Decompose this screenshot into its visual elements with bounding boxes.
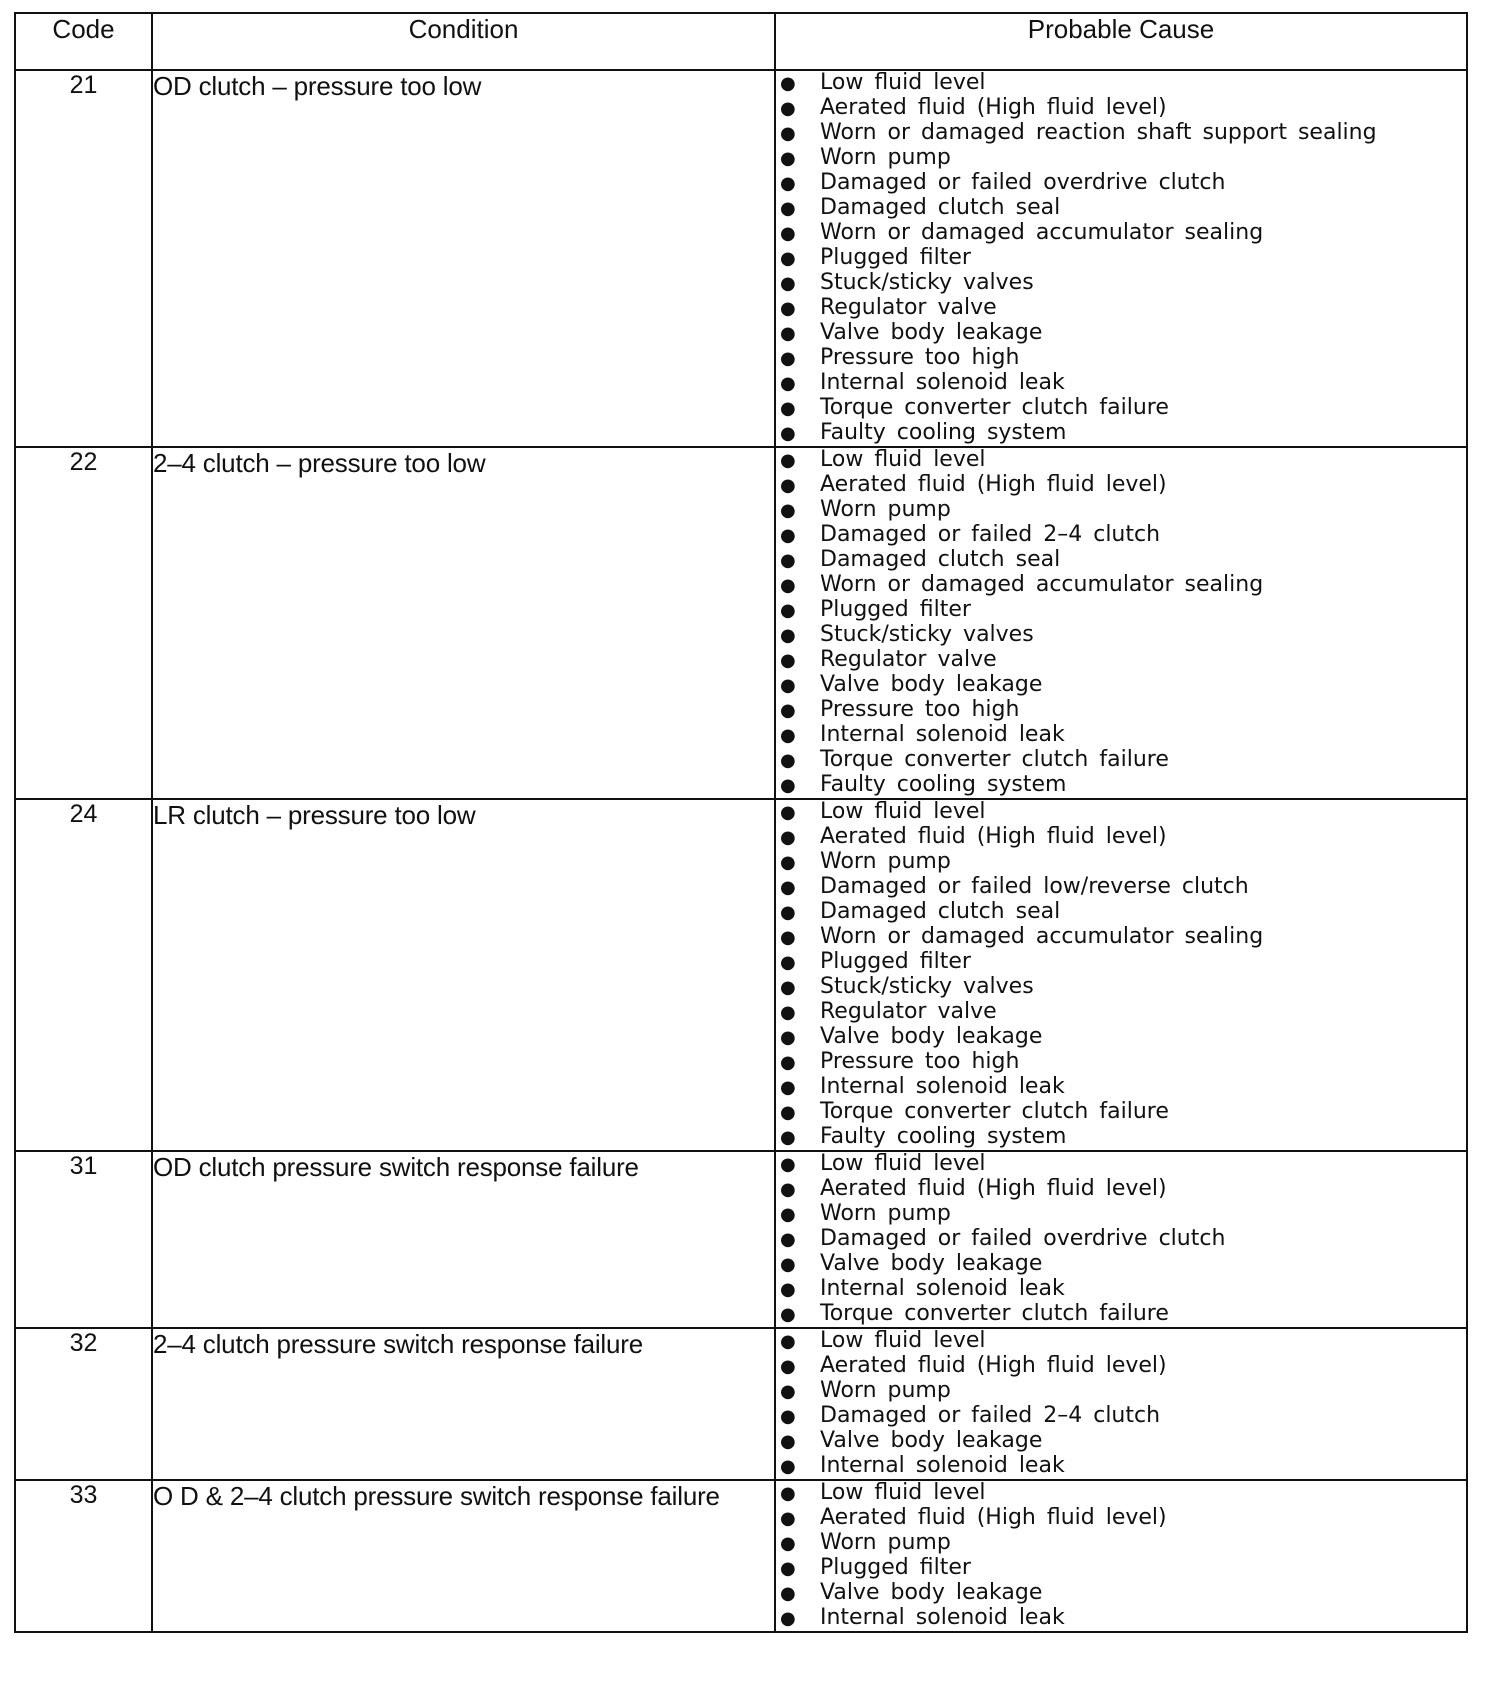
cause-item bbox=[776, 371, 1466, 396]
bullet-icon: ● bbox=[780, 675, 796, 696]
cause-item bbox=[776, 296, 1466, 321]
bullet-icon: ● bbox=[780, 525, 796, 546]
bullet-icon: ● bbox=[780, 1204, 796, 1225]
cause-item bbox=[776, 800, 1466, 825]
cause-item bbox=[776, 648, 1466, 673]
cause-item bbox=[776, 748, 1466, 773]
cause-text: Plugged filter bbox=[820, 1555, 971, 1580]
cause-text: Valve body leakage bbox=[820, 1428, 1043, 1453]
cause-item bbox=[776, 473, 1466, 498]
bullet-icon: ● bbox=[780, 1483, 796, 1504]
code-cell: 21 bbox=[15, 70, 152, 447]
bullet-icon: ● bbox=[780, 1431, 796, 1452]
cause-item bbox=[776, 421, 1466, 446]
cause-item bbox=[776, 698, 1466, 723]
cause-text: Plugged filter bbox=[820, 597, 971, 622]
cause-item bbox=[776, 1379, 1466, 1404]
cause-text: Aerated fluid (High fluid level) bbox=[820, 824, 1167, 849]
condition-cell: O D & 2–4 clutch pressure switch response failure bbox=[152, 1480, 775, 1632]
bullet-icon: ● bbox=[780, 977, 796, 998]
probable-cause-cell bbox=[775, 70, 1467, 447]
bullet-icon: ● bbox=[780, 423, 796, 444]
cause-text: Torque converter clutch failure bbox=[820, 1099, 1169, 1124]
cause-text: Torque converter clutch failure bbox=[820, 747, 1169, 772]
cause-text: Worn pump bbox=[820, 849, 951, 874]
cause-text: Damaged or failed overdrive clutch bbox=[820, 170, 1226, 195]
bullet-icon: ● bbox=[780, 1154, 796, 1175]
bullet-icon: ● bbox=[780, 198, 796, 219]
cause-text: Aerated fluid (High fluid level) bbox=[820, 472, 1167, 497]
cause-text: Worn pump bbox=[820, 1530, 951, 1555]
bullet-icon: ● bbox=[780, 550, 796, 571]
cause-text: Internal solenoid leak bbox=[820, 1453, 1065, 1478]
condition-cell: OD clutch – pressure too low bbox=[152, 70, 775, 447]
table-row bbox=[15, 70, 1467, 447]
diagnostic-code-table bbox=[14, 12, 1468, 1633]
cause-text: Pressure too high bbox=[820, 697, 1020, 722]
condition-cell: OD clutch pressure switch response failure bbox=[152, 1151, 775, 1328]
table-row bbox=[15, 1328, 1467, 1480]
bullet-icon: ● bbox=[780, 1077, 796, 1098]
cause-item bbox=[776, 1506, 1466, 1531]
bullet-icon: ● bbox=[780, 877, 796, 898]
bullet-icon: ● bbox=[780, 1356, 796, 1377]
table-header bbox=[15, 13, 1467, 70]
bullet-icon: ● bbox=[780, 952, 796, 973]
bullet-icon: ● bbox=[780, 802, 796, 823]
bullet-icon: ● bbox=[780, 1027, 796, 1048]
bullet-icon: ● bbox=[780, 398, 796, 419]
cause-item bbox=[776, 1202, 1466, 1227]
bullet-icon: ● bbox=[780, 1229, 796, 1250]
cause-text: Valve body leakage bbox=[820, 672, 1043, 697]
cause-list bbox=[776, 448, 1466, 798]
bullet-icon: ● bbox=[780, 1179, 796, 1200]
cause-item bbox=[776, 1000, 1466, 1025]
column-header-condition: Condition bbox=[152, 13, 775, 70]
cause-text: Worn or damaged accumulator sealing bbox=[820, 220, 1264, 245]
cause-text: Damaged clutch seal bbox=[820, 899, 1061, 924]
bullet-icon: ● bbox=[780, 298, 796, 319]
condition-cell: 2–4 clutch – pressure too low bbox=[152, 447, 775, 799]
cause-text: Faulty cooling system bbox=[820, 772, 1067, 797]
table-row bbox=[15, 1151, 1467, 1328]
cause-item bbox=[776, 523, 1466, 548]
cause-text: Faulty cooling system bbox=[820, 1124, 1067, 1149]
cause-item bbox=[776, 1025, 1466, 1050]
cause-text: Pressure too high bbox=[820, 1049, 1020, 1074]
cause-item bbox=[776, 396, 1466, 421]
cause-item bbox=[776, 623, 1466, 648]
table-row bbox=[15, 447, 1467, 799]
bullet-icon: ● bbox=[780, 173, 796, 194]
cause-text: Pressure too high bbox=[820, 345, 1020, 370]
cause-item bbox=[776, 1581, 1466, 1606]
bullet-icon: ● bbox=[780, 1331, 796, 1352]
cause-item bbox=[776, 1354, 1466, 1379]
cause-item bbox=[776, 573, 1466, 598]
cause-item bbox=[776, 875, 1466, 900]
bullet-icon: ● bbox=[780, 98, 796, 119]
bullet-icon: ● bbox=[780, 927, 796, 948]
cause-text: Low fluid level bbox=[820, 70, 986, 95]
probable-cause-cell bbox=[775, 447, 1467, 799]
bullet-icon: ● bbox=[780, 1583, 796, 1604]
bullet-icon: ● bbox=[780, 700, 796, 721]
cause-list bbox=[776, 1329, 1466, 1479]
cause-item bbox=[776, 271, 1466, 296]
table-row bbox=[15, 799, 1467, 1151]
cause-item bbox=[776, 196, 1466, 221]
condition-cell: 2–4 clutch pressure switch response failure bbox=[152, 1328, 775, 1480]
cause-item bbox=[776, 1531, 1466, 1556]
cause-item bbox=[776, 975, 1466, 1000]
probable-cause-cell bbox=[775, 799, 1467, 1151]
cause-item bbox=[776, 1227, 1466, 1252]
bullet-icon: ● bbox=[780, 1608, 796, 1629]
bullet-icon: ● bbox=[780, 1456, 796, 1477]
bullet-icon: ● bbox=[780, 775, 796, 796]
cause-text: Internal solenoid leak bbox=[820, 1074, 1065, 1099]
column-header-code: Code bbox=[15, 13, 152, 70]
cause-item bbox=[776, 950, 1466, 975]
bullet-icon: ● bbox=[780, 1052, 796, 1073]
cause-item bbox=[776, 246, 1466, 271]
cause-text: Regulator valve bbox=[820, 647, 997, 672]
bullet-icon: ● bbox=[780, 650, 796, 671]
cause-list bbox=[776, 1152, 1466, 1327]
cause-item bbox=[776, 71, 1466, 96]
cause-item bbox=[776, 1050, 1466, 1075]
cause-text: Internal solenoid leak bbox=[820, 370, 1065, 395]
bullet-icon: ● bbox=[780, 373, 796, 394]
cause-item bbox=[776, 448, 1466, 473]
cause-text: Low fluid level bbox=[820, 447, 986, 472]
bullet-icon: ● bbox=[780, 148, 796, 169]
cause-item bbox=[776, 850, 1466, 875]
cause-text: Worn or damaged reaction shaft support sealing bbox=[820, 120, 1377, 145]
bullet-icon: ● bbox=[780, 500, 796, 521]
cause-item bbox=[776, 598, 1466, 623]
bullet-icon: ● bbox=[780, 223, 796, 244]
cause-item bbox=[776, 221, 1466, 246]
column-header-probable-cause: Probable Cause bbox=[775, 13, 1467, 70]
cause-list bbox=[776, 71, 1466, 446]
bullet-icon: ● bbox=[780, 1002, 796, 1023]
cause-text: Stuck/sticky valves bbox=[820, 270, 1034, 295]
cause-item bbox=[776, 1481, 1466, 1506]
probable-cause-cell bbox=[775, 1480, 1467, 1632]
cause-text: Aerated fluid (High fluid level) bbox=[820, 1353, 1167, 1378]
cause-text: Worn pump bbox=[820, 1378, 951, 1403]
bullet-icon: ● bbox=[780, 902, 796, 923]
cause-text: Low fluid level bbox=[820, 799, 986, 824]
cause-text: Valve body leakage bbox=[820, 1580, 1043, 1605]
cause-item bbox=[776, 825, 1466, 850]
cause-text: Worn or damaged accumulator sealing bbox=[820, 572, 1264, 597]
bullet-icon: ● bbox=[780, 1279, 796, 1300]
cause-text: Internal solenoid leak bbox=[820, 722, 1065, 747]
bullet-icon: ● bbox=[780, 273, 796, 294]
cause-list bbox=[776, 800, 1466, 1150]
cause-text: Aerated fluid (High fluid level) bbox=[820, 1176, 1167, 1201]
cause-text: Damaged clutch seal bbox=[820, 547, 1061, 572]
cause-text: Damaged or failed low/reverse clutch bbox=[820, 874, 1249, 899]
cause-text: Internal solenoid leak bbox=[820, 1276, 1065, 1301]
cause-text: Valve body leakage bbox=[820, 1251, 1043, 1276]
cause-item bbox=[776, 1125, 1466, 1150]
cause-item bbox=[776, 321, 1466, 346]
bullet-icon: ● bbox=[780, 450, 796, 471]
cause-text: Regulator valve bbox=[820, 999, 997, 1024]
cause-text: Plugged filter bbox=[820, 245, 971, 270]
cause-item bbox=[776, 1454, 1466, 1479]
bullet-icon: ● bbox=[780, 1254, 796, 1275]
cause-text: Low fluid level bbox=[820, 1151, 986, 1176]
condition-cell: LR clutch – pressure too low bbox=[152, 799, 775, 1151]
cause-list bbox=[776, 1481, 1466, 1631]
cause-item bbox=[776, 900, 1466, 925]
bullet-icon: ● bbox=[780, 750, 796, 771]
header-row bbox=[15, 13, 1467, 70]
cause-text: Low fluid level bbox=[820, 1480, 986, 1505]
cause-item bbox=[776, 1429, 1466, 1454]
bullet-icon: ● bbox=[780, 1127, 796, 1148]
cause-text: Low fluid level bbox=[820, 1328, 986, 1353]
cause-item bbox=[776, 548, 1466, 573]
cause-item bbox=[776, 171, 1466, 196]
cause-item bbox=[776, 498, 1466, 523]
cause-text: Damaged or failed 2–4 clutch bbox=[820, 1403, 1161, 1428]
probable-cause-cell bbox=[775, 1328, 1467, 1480]
code-cell: 33 bbox=[15, 1480, 152, 1632]
cause-text: Regulator valve bbox=[820, 295, 997, 320]
bullet-icon: ● bbox=[780, 1508, 796, 1529]
bullet-icon: ● bbox=[780, 73, 796, 94]
cause-text: Worn pump bbox=[820, 497, 951, 522]
table-row bbox=[15, 1480, 1467, 1632]
bullet-icon: ● bbox=[780, 1304, 796, 1325]
cause-item bbox=[776, 1606, 1466, 1631]
bullet-icon: ● bbox=[780, 575, 796, 596]
code-cell: 31 bbox=[15, 1151, 152, 1328]
bullet-icon: ● bbox=[780, 1558, 796, 1579]
cause-item bbox=[776, 346, 1466, 371]
cause-item bbox=[776, 1100, 1466, 1125]
cause-text: Internal solenoid leak bbox=[820, 1605, 1065, 1630]
code-cell: 32 bbox=[15, 1328, 152, 1480]
bullet-icon: ● bbox=[780, 475, 796, 496]
cause-text: Damaged or failed overdrive clutch bbox=[820, 1226, 1226, 1251]
cause-item bbox=[776, 1277, 1466, 1302]
cause-item bbox=[776, 146, 1466, 171]
cause-text: Worn or damaged accumulator sealing bbox=[820, 924, 1264, 949]
code-cell: 24 bbox=[15, 799, 152, 1151]
cause-item bbox=[776, 96, 1466, 121]
bullet-icon: ● bbox=[780, 123, 796, 144]
bullet-icon: ● bbox=[780, 725, 796, 746]
cause-text: Damaged or failed 2–4 clutch bbox=[820, 522, 1161, 547]
cause-text: Worn pump bbox=[820, 145, 951, 170]
bullet-icon: ● bbox=[780, 625, 796, 646]
bullet-icon: ● bbox=[780, 1406, 796, 1427]
bullet-icon: ● bbox=[780, 348, 796, 369]
bullet-icon: ● bbox=[780, 1102, 796, 1123]
cause-item bbox=[776, 673, 1466, 698]
bullet-icon: ● bbox=[780, 852, 796, 873]
bullet-icon: ● bbox=[780, 1533, 796, 1554]
bullet-icon: ● bbox=[780, 323, 796, 344]
cause-item bbox=[776, 723, 1466, 748]
cause-item bbox=[776, 1177, 1466, 1202]
cause-text: Stuck/sticky valves bbox=[820, 622, 1034, 647]
bullet-icon: ● bbox=[780, 248, 796, 269]
cause-text: Worn pump bbox=[820, 1201, 951, 1226]
cause-text: Torque converter clutch failure bbox=[820, 1301, 1169, 1326]
cause-text: Faulty cooling system bbox=[820, 420, 1067, 445]
cause-item bbox=[776, 773, 1466, 798]
cause-item bbox=[776, 1252, 1466, 1277]
cause-item bbox=[776, 1404, 1466, 1429]
cause-text: Plugged filter bbox=[820, 949, 971, 974]
cause-text: Stuck/sticky valves bbox=[820, 974, 1034, 999]
cause-text: Valve body leakage bbox=[820, 320, 1043, 345]
cause-item bbox=[776, 1302, 1466, 1327]
bullet-icon: ● bbox=[780, 600, 796, 621]
cause-item bbox=[776, 925, 1466, 950]
cause-text: Valve body leakage bbox=[820, 1024, 1043, 1049]
cause-text: Aerated fluid (High fluid level) bbox=[820, 95, 1167, 120]
bullet-icon: ● bbox=[780, 1381, 796, 1402]
cause-text: Torque converter clutch failure bbox=[820, 395, 1169, 420]
cause-item bbox=[776, 1556, 1466, 1581]
probable-cause-cell bbox=[775, 1151, 1467, 1328]
cause-item bbox=[776, 121, 1466, 146]
cause-item bbox=[776, 1329, 1466, 1354]
cause-text: Damaged clutch seal bbox=[820, 195, 1061, 220]
bullet-icon: ● bbox=[780, 827, 796, 848]
cause-item bbox=[776, 1152, 1466, 1177]
cause-item bbox=[776, 1075, 1466, 1100]
code-cell: 22 bbox=[15, 447, 152, 799]
table-body bbox=[15, 70, 1467, 1632]
cause-text: Aerated fluid (High fluid level) bbox=[820, 1505, 1167, 1530]
